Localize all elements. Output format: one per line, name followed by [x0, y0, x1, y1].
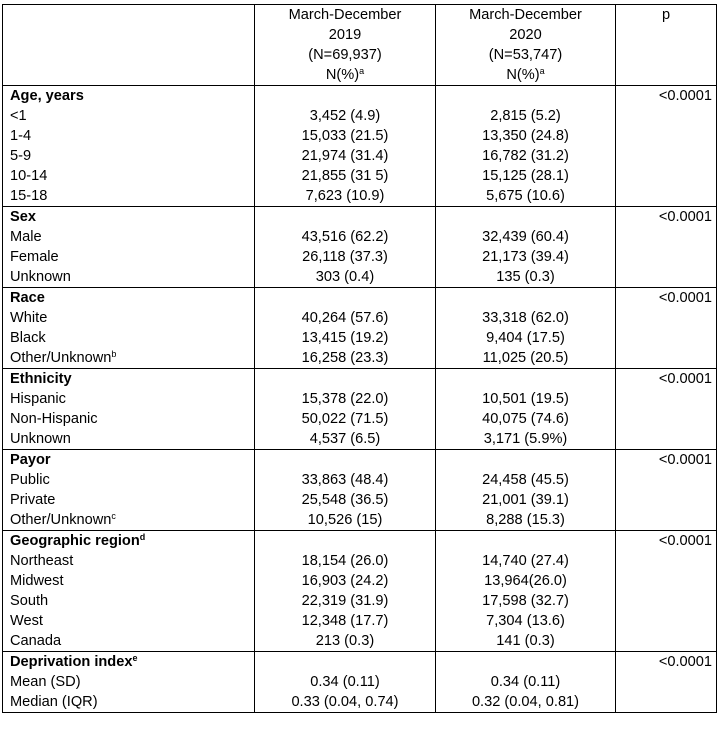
row-label [3, 166, 254, 186]
row-label-text: Mean (SD) [10, 674, 81, 690]
spacer-line [255, 369, 435, 389]
section-title [3, 288, 254, 308]
header-2020-year: 2020 [509, 27, 542, 43]
value-2019: 15,033 (21.5) [301, 128, 389, 144]
table-section-row [3, 652, 717, 713]
footnote-a-marker: a [359, 66, 365, 76]
value-2020: 135 (0.3) [496, 269, 555, 285]
section-title-text: Race [10, 290, 45, 306]
spacer-line [255, 450, 435, 470]
header-2020-n: (N=53,747) [488, 47, 563, 63]
value-2019: 10,526 (15) [307, 512, 383, 528]
section-p-cell [616, 86, 717, 207]
header-2019-period: March-December [288, 7, 402, 23]
header-2020-unit [436, 65, 615, 85]
value-2019: 21,974 (31.4) [301, 148, 389, 164]
section-2019-cell [255, 450, 436, 531]
table-section-row [3, 86, 717, 207]
section-label-cell [3, 369, 255, 450]
section-2019-cell [255, 369, 436, 450]
row-label-text: Median (IQR) [10, 694, 98, 710]
header-2020-cell [436, 5, 616, 86]
value-2019: 43,516 (62.2) [301, 229, 389, 245]
row-label-text: Female [10, 249, 59, 265]
value-2020: 16,782 (31.2) [482, 148, 569, 164]
value-2019: 50,022 (71.5) [301, 411, 389, 427]
header-2020-unit-text: N(%) [506, 67, 540, 83]
row-label [3, 348, 254, 368]
value-2020: 141 (0.3) [496, 633, 555, 649]
spacer-line [436, 207, 615, 227]
header-2019-n: (N=69,937) [308, 47, 382, 63]
section-2020-cell [436, 369, 616, 450]
value-2019: 15,378 (22.0) [301, 391, 389, 407]
row-label [3, 692, 254, 712]
header-2020-period: March-December [469, 7, 582, 23]
row-label [3, 611, 254, 631]
section-label-cell [3, 86, 255, 207]
spacer-line [436, 531, 615, 551]
row-label-text: 10-14 [10, 168, 48, 184]
row-label-text: Other/Unknown [10, 512, 112, 528]
row-label [3, 571, 254, 591]
section-title-text: Geographic region [10, 533, 140, 549]
value-2020: 0.34 (0.11) [490, 674, 561, 690]
row-label-text: Unknown [10, 269, 71, 285]
section-label-cell [3, 652, 255, 713]
section-2020-cell [436, 652, 616, 713]
value-2020: 17,598 (32.7) [482, 593, 569, 609]
section-p-cell [616, 369, 717, 450]
value-2020: 10,501 (19.5) [482, 391, 569, 407]
spacer-line [255, 207, 435, 227]
spacer-line [255, 86, 435, 106]
value-2019: 303 (0.4) [315, 269, 375, 285]
row-label [3, 470, 254, 490]
row-label [3, 510, 254, 530]
value-2019: 16,903 (24.2) [301, 573, 389, 589]
value-2019: 13,415 (19.2) [301, 330, 389, 346]
value-2020: 11,025 (20.5) [482, 350, 569, 366]
header-blank-cell [3, 5, 255, 86]
section-2020-cell [436, 207, 616, 288]
value-2019: 12,348 (17.7) [301, 613, 389, 629]
row-label [3, 631, 254, 651]
row-label-text: 5-9 [10, 148, 32, 164]
section-2019-cell [255, 86, 436, 207]
value-2020: 3,171 (5.9%) [483, 431, 568, 447]
p-value: <0.0001 [658, 533, 712, 549]
header-p-cell [616, 5, 717, 86]
value-2020: 13,964(26.0) [484, 573, 567, 589]
p-value: <0.0001 [658, 290, 712, 306]
row-label [3, 328, 254, 348]
footnote-marker: b [111, 349, 117, 359]
section-title [3, 369, 254, 389]
row-label [3, 429, 254, 449]
value-2019: 33,863 (48.4) [301, 472, 389, 488]
section-label-cell [3, 288, 255, 369]
p-value: <0.0001 [658, 452, 712, 468]
p-value: <0.0001 [658, 371, 712, 387]
table-section-row [3, 207, 717, 288]
row-label-text: 1-4 [10, 128, 32, 144]
value-2019: 0.34 (0.11) [310, 674, 380, 690]
row-label [3, 146, 254, 166]
row-label-text: Black [10, 330, 46, 346]
header-2019-year: 2019 [328, 27, 362, 43]
table-section-row [3, 531, 717, 652]
section-label-cell [3, 450, 255, 531]
value-2020: 32,439 (60.4) [482, 229, 569, 245]
row-label [3, 672, 254, 692]
table-body [3, 86, 717, 713]
value-2020: 40,075 (74.6) [482, 411, 569, 427]
row-label [3, 126, 254, 146]
header-2019-cell [255, 5, 436, 86]
header-2019-unit [255, 65, 435, 85]
row-label [3, 267, 254, 287]
header-p-label: p [661, 7, 671, 23]
section-2019-cell [255, 207, 436, 288]
spacer-line [255, 531, 435, 551]
value-2019: 0.33 (0.04, 0.74) [291, 694, 399, 710]
row-label-text: Hispanic [10, 391, 66, 407]
section-p-cell [616, 207, 717, 288]
row-label-text: West [10, 613, 43, 629]
row-label-text: Other/Unknown [10, 350, 112, 366]
row-label [3, 551, 254, 571]
section-title [3, 652, 254, 672]
row-label [3, 490, 254, 510]
value-2020: 21,173 (39.4) [482, 249, 569, 265]
value-2020: 14,740 (27.4) [482, 553, 569, 569]
row-label-text: Non-Hispanic [10, 411, 98, 427]
spacer-line [255, 652, 435, 672]
value-2019: 21,855 (31 5) [301, 168, 389, 184]
table-section-row [3, 288, 717, 369]
value-2020: 7,304 (13.6) [486, 613, 565, 629]
value-2019: 4,537 (6.5) [309, 431, 381, 447]
row-label-text: South [10, 593, 49, 609]
row-label-text: Midwest [10, 573, 64, 589]
value-2020: 9,404 (17.5) [486, 330, 565, 346]
value-2019: 16,258 (23.3) [301, 350, 389, 366]
p-value: <0.0001 [658, 654, 712, 670]
spacer-line [255, 288, 435, 308]
value-2019: 26,118 (37.3) [302, 249, 388, 265]
spacer-line [436, 288, 615, 308]
row-label-text: Canada [10, 633, 62, 649]
section-2019-cell [255, 652, 436, 713]
section-2020-cell [436, 450, 616, 531]
section-title [3, 207, 254, 227]
section-2019-cell [255, 531, 436, 652]
header-row [3, 5, 717, 86]
value-2019: 3,452 (4.9) [309, 108, 381, 124]
row-label [3, 227, 254, 247]
value-2019: 213 (0.3) [315, 633, 375, 649]
row-label [3, 106, 254, 126]
p-value: <0.0001 [658, 88, 712, 104]
row-label [3, 247, 254, 267]
row-label-text: 15-18 [10, 188, 48, 204]
section-p-cell [616, 531, 717, 652]
value-2020: 5,675 (10.6) [486, 188, 565, 204]
row-label [3, 409, 254, 429]
value-2019: 25,548 (36.5) [301, 492, 389, 508]
row-label-text: White [10, 310, 48, 326]
spacer-line [436, 369, 615, 389]
row-label-text: Northeast [10, 553, 74, 569]
section-p-cell [616, 450, 717, 531]
footnote-marker: c [111, 511, 116, 521]
section-title-text: Payor [10, 452, 51, 468]
value-2020: 8,288 (15.3) [486, 512, 565, 528]
value-2019: 18,154 (26.0) [301, 553, 389, 569]
spacer-line [436, 86, 615, 106]
row-label-text: Unknown [10, 431, 71, 447]
value-2019: 40,264 (57.6) [301, 310, 389, 326]
value-2020: 33,318 (62.0) [482, 310, 569, 326]
row-label [3, 186, 254, 206]
section-p-cell [616, 288, 717, 369]
value-2020: 13,350 (24.8) [482, 128, 569, 144]
footnote-a-marker: a [539, 66, 545, 76]
footnote-marker: d [139, 532, 146, 542]
section-2019-cell [255, 288, 436, 369]
section-2020-cell [436, 288, 616, 369]
footnote-marker: e [132, 653, 138, 663]
section-2020-cell [436, 531, 616, 652]
section-label-cell [3, 207, 255, 288]
value-2020: 15,125 (28.1) [482, 168, 569, 184]
spacer-line [436, 652, 615, 672]
p-value: <0.0001 [658, 209, 712, 225]
row-label-text: Private [10, 492, 56, 508]
table-section-row [3, 369, 717, 450]
spacer-line [436, 450, 615, 470]
section-title-text: Age, years [10, 88, 84, 104]
value-2020: 24,458 (45.5) [482, 472, 569, 488]
table-section-row [3, 450, 717, 531]
row-label [3, 591, 254, 611]
section-title-text: Ethnicity [10, 371, 72, 387]
value-2019: 7,623 (10.9) [305, 188, 385, 204]
demographics-table [2, 4, 717, 713]
section-title [3, 531, 254, 551]
row-label [3, 308, 254, 328]
value-2019: 22,319 (31.9) [301, 593, 389, 609]
value-2020: 2,815 (5.2) [490, 108, 561, 124]
row-label-text: Male [10, 229, 42, 245]
section-2020-cell [436, 86, 616, 207]
header-2019-unit-text: N(%) [325, 67, 360, 83]
section-p-cell [616, 652, 717, 713]
section-title [3, 86, 254, 106]
section-label-cell [3, 531, 255, 652]
row-label [3, 389, 254, 409]
row-label-text: Public [10, 472, 50, 488]
value-2020: 0.32 (0.04, 0.81) [471, 694, 580, 710]
section-title [3, 450, 254, 470]
section-title-text: Sex [10, 209, 36, 225]
value-2020: 21,001 (39.1) [482, 492, 569, 508]
section-title-text: Deprivation index [10, 654, 133, 670]
row-label-text: <1 [10, 108, 27, 124]
